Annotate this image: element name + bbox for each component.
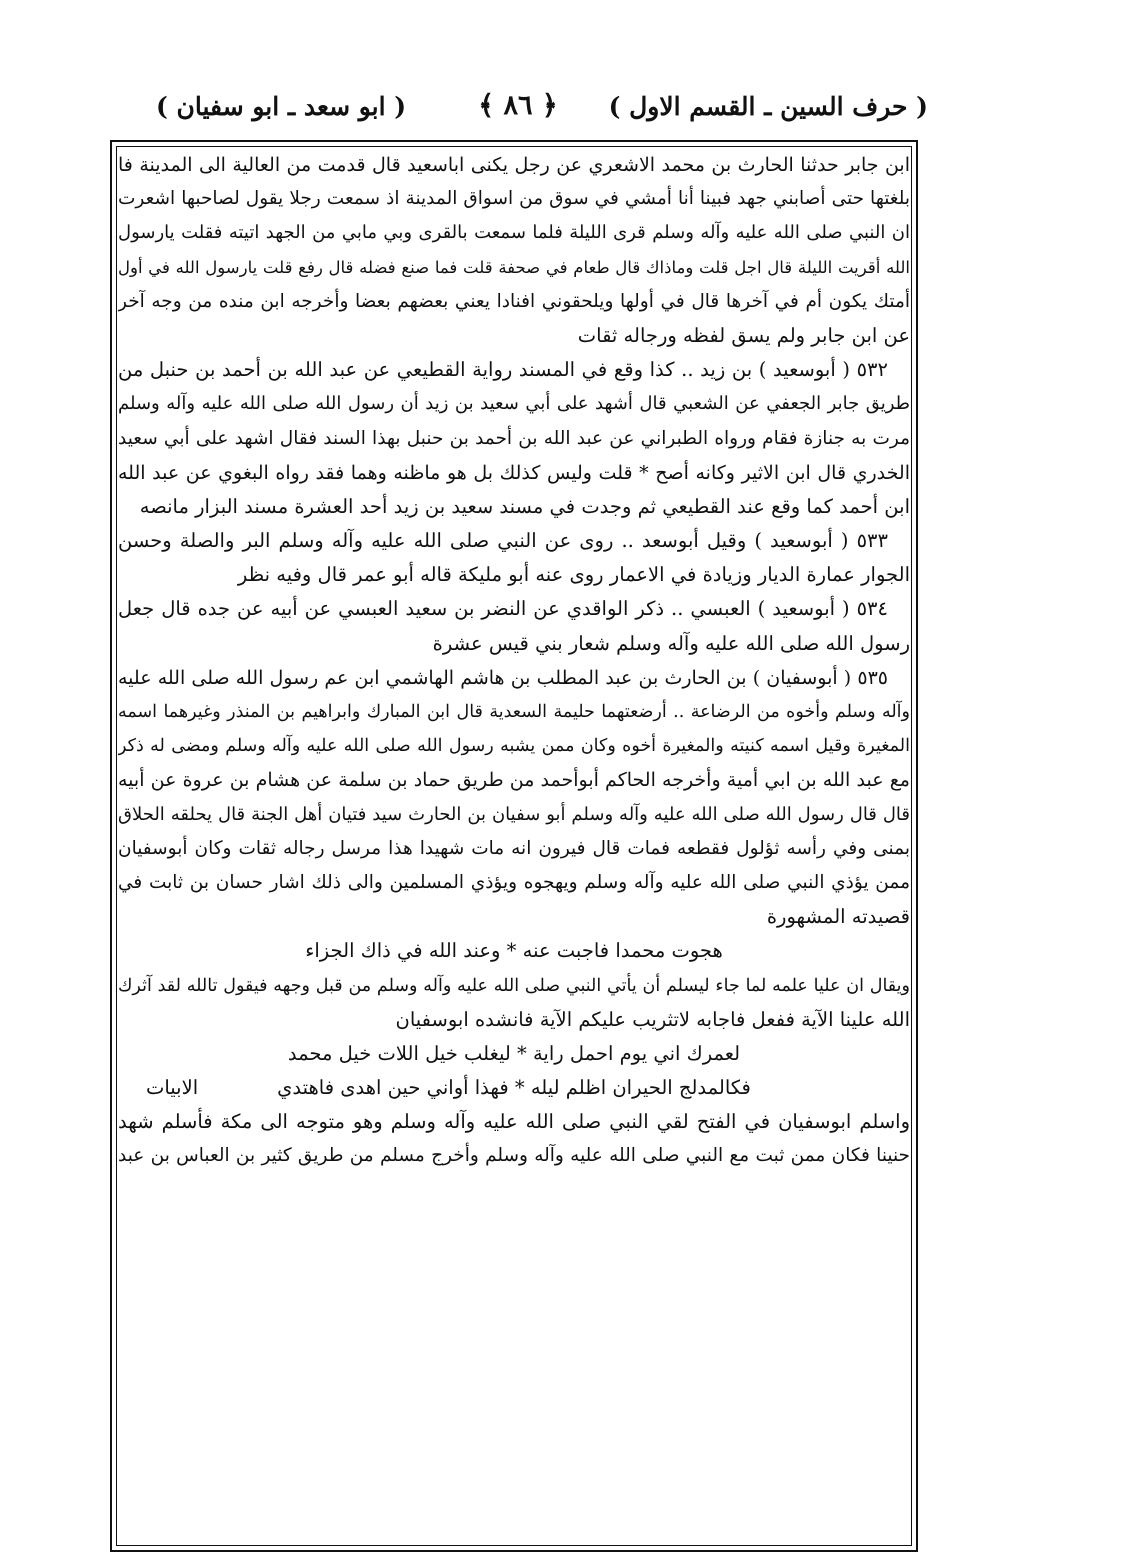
text-line: رسول الله صلى الله عليه وآله وسلم شعار بني قيس عشرة [432,631,910,655]
text-line: ويقال ان عليا علمه لما جاء ليسلم أن يأتي النبي صلى الله عليه وآله وسلم من قبل وجهه فيقول تالله لقد آثرك [118,975,910,996]
text-line: حنينا فكان ممن ثبت مع النبي صلى الله عليه وآله وسلم وأخرج مسلم من طريق كثير بن العباس بن عبد [118,1145,910,1167]
text-line: قصيدته المشهورة [766,905,910,929]
entry-532-line: ٥٣٢ ( أبوسعيد ) بن زيد .. كذا وقع في المسند رواية القطيعي عن عبد الله بن أحمد بن حنبل من [118,358,888,382]
text-line: ابن أحمد كما وقع عند القطيعي ثم وجدت في مسند سعيد بن زيد أحد العشرة مسند البزار مانصه [139,494,910,518]
text-line: الله أقريت الليلة قال اجل قلت وماذاك قال طعام في صحفة قلت فما صنع فضله قال رفع قلت يارسول الله في أول [118,257,910,277]
text-line: بلغتها حتى أصابني جهد فبينا أنا أمشي في سوق من اسواق المدينة اذ سمعت رجلا يقول لصاحبها اشعرت [118,188,910,210]
text-line: قال قال رسول الله صلى الله عليه وآله وسلم أبو سفيان بن الحارث سيد فتيان أهل الجنة قال يحلقه الحلاق [118,803,910,825]
entry-533-line: ٥٣٣ ( أبوسعيد ) وقيل أبوسعد .. روى عن النبي صلى الله عليه وآله وسلم البر والصلة وحسن [118,529,888,553]
text-line: ممن يؤذي النبي صلى الله عليه وآله وسلم ويهجوه ويؤذي المسلمين والى ذلك اشار حسان بن ثابت في [118,871,910,893]
page-number: ﴿ ٨٦ ﴾ [478,90,558,121]
entry-534-line: ٥٣٤ ( أبوسعيد ) العبسي .. ذكر الواقدي عن النضر بن سعيد العبسي عن أبيه عن جده قال جعل [118,597,888,621]
text-line: طريق جابر الجعفي عن الشعبي قال أشهد على أبي سعيد بن زيد أن رسول الله صلى الله عليه وآله وسلم [118,393,910,415]
page-header [108,90,928,134]
verse-line-with-tag [118,1071,910,1105]
entry-535-line: ٥٣٥ ( أبوسفيان ) بن الحارث بن عبد المطلب بن هاشم الهاشمي ابن عم رسول الله صلى الله عليه [118,666,888,689]
text-line: أمتك يكون أم في آخرها قال في أولها ويلحقوني افنادا يعني بعضهم بعضا وأخرجه ابن منده من وجه آخر [118,290,910,312]
text-line: بمنى وفي رأسه ثؤلول فقطعه فمات قال فيرون انه مات شهيدا هذا مرسل رجاله ثقات وكان أبوسفيان [118,837,910,859]
text-line: الله علينا الآية ففعل فاجابه لاتثريب عليكم الآية فانشده ابوسفيان [395,1007,910,1031]
text-line: ابن جابر حدثنا الحارث بن محمد الاشعري عن رجل يكنى اباسعيد قال قدمت من العالية الى المدينة فا [118,154,910,176]
verse-line: لعمرك اني يوم احمل راية * ليغلب خيل اللات خيل محمد [287,1041,741,1065]
text-line: مرت به جنازة فقام ورواه الطبراني عن عبد الله بن أحمد بن حنبل بهذا السند فقال اشهد على أبي سعيد [118,427,910,449]
verse-line: هجوت محمدا فاجبت عنه * وعند الله في ذاك الجزاء [305,939,723,963]
verse-text: فكالمدلج الحيران اظلم ليله * فهذا أواني حين اهدى فاهتدي [277,1076,751,1100]
text-line: واسلم ابوسفيان في الفتح لقي النبي صلى الله عليه وآله وسلم وهو متوجه الى مكة فأسلم شهد [118,1110,910,1134]
page-body [118,148,910,1546]
chapter-title: ( حرف السين ـ القسم الاول ) [608,92,928,121]
text-line: المغيرة وقيل اسمه كنيته والمغيرة أخوه وكان ممن يشبه رسول الله صلى الله عليه وآله وسلم ومضى له ذكر [118,736,910,757]
text-line: عن ابن جابر ولم يسق لفظه ورجاله ثقات [577,323,910,347]
verse-tag: الابيات [146,1076,199,1100]
entry-range-title: ( ابو سعد ـ ابو سفيان ) [156,92,407,121]
text-line: مع عبد الله بن ابي أمية وأخرجه الحاكم أبوأحمد من طريق حماد بن سلمة عن هشام بن عروة عن أبيه [118,769,910,792]
text-line: الجوار عمارة الديار وزيادة في الاعمار روى عنه أبو مليكة قاله أبو عمر قال وفيه نظر [237,563,910,587]
text-line: وآله وسلم وأخوه من الرضاعة .. أرضعتهما حليمة السعدية قال ابن المبارك وابراهيم بن المنذر وغيرهما اسمه [118,702,910,722]
text-line: الخدري قال ابن الاثير وكانه أصح * قلت وليس كذلك بل هو ماظنه وهما فقد رواه البغوي عن عبد الله [118,461,910,484]
text-line: ان النبي صلى الله عليه وآله وسلم قرى الليلة فلما سمعت بالقرى وبي مابي من الجهد اتيته فقلت يارسول [118,222,910,244]
